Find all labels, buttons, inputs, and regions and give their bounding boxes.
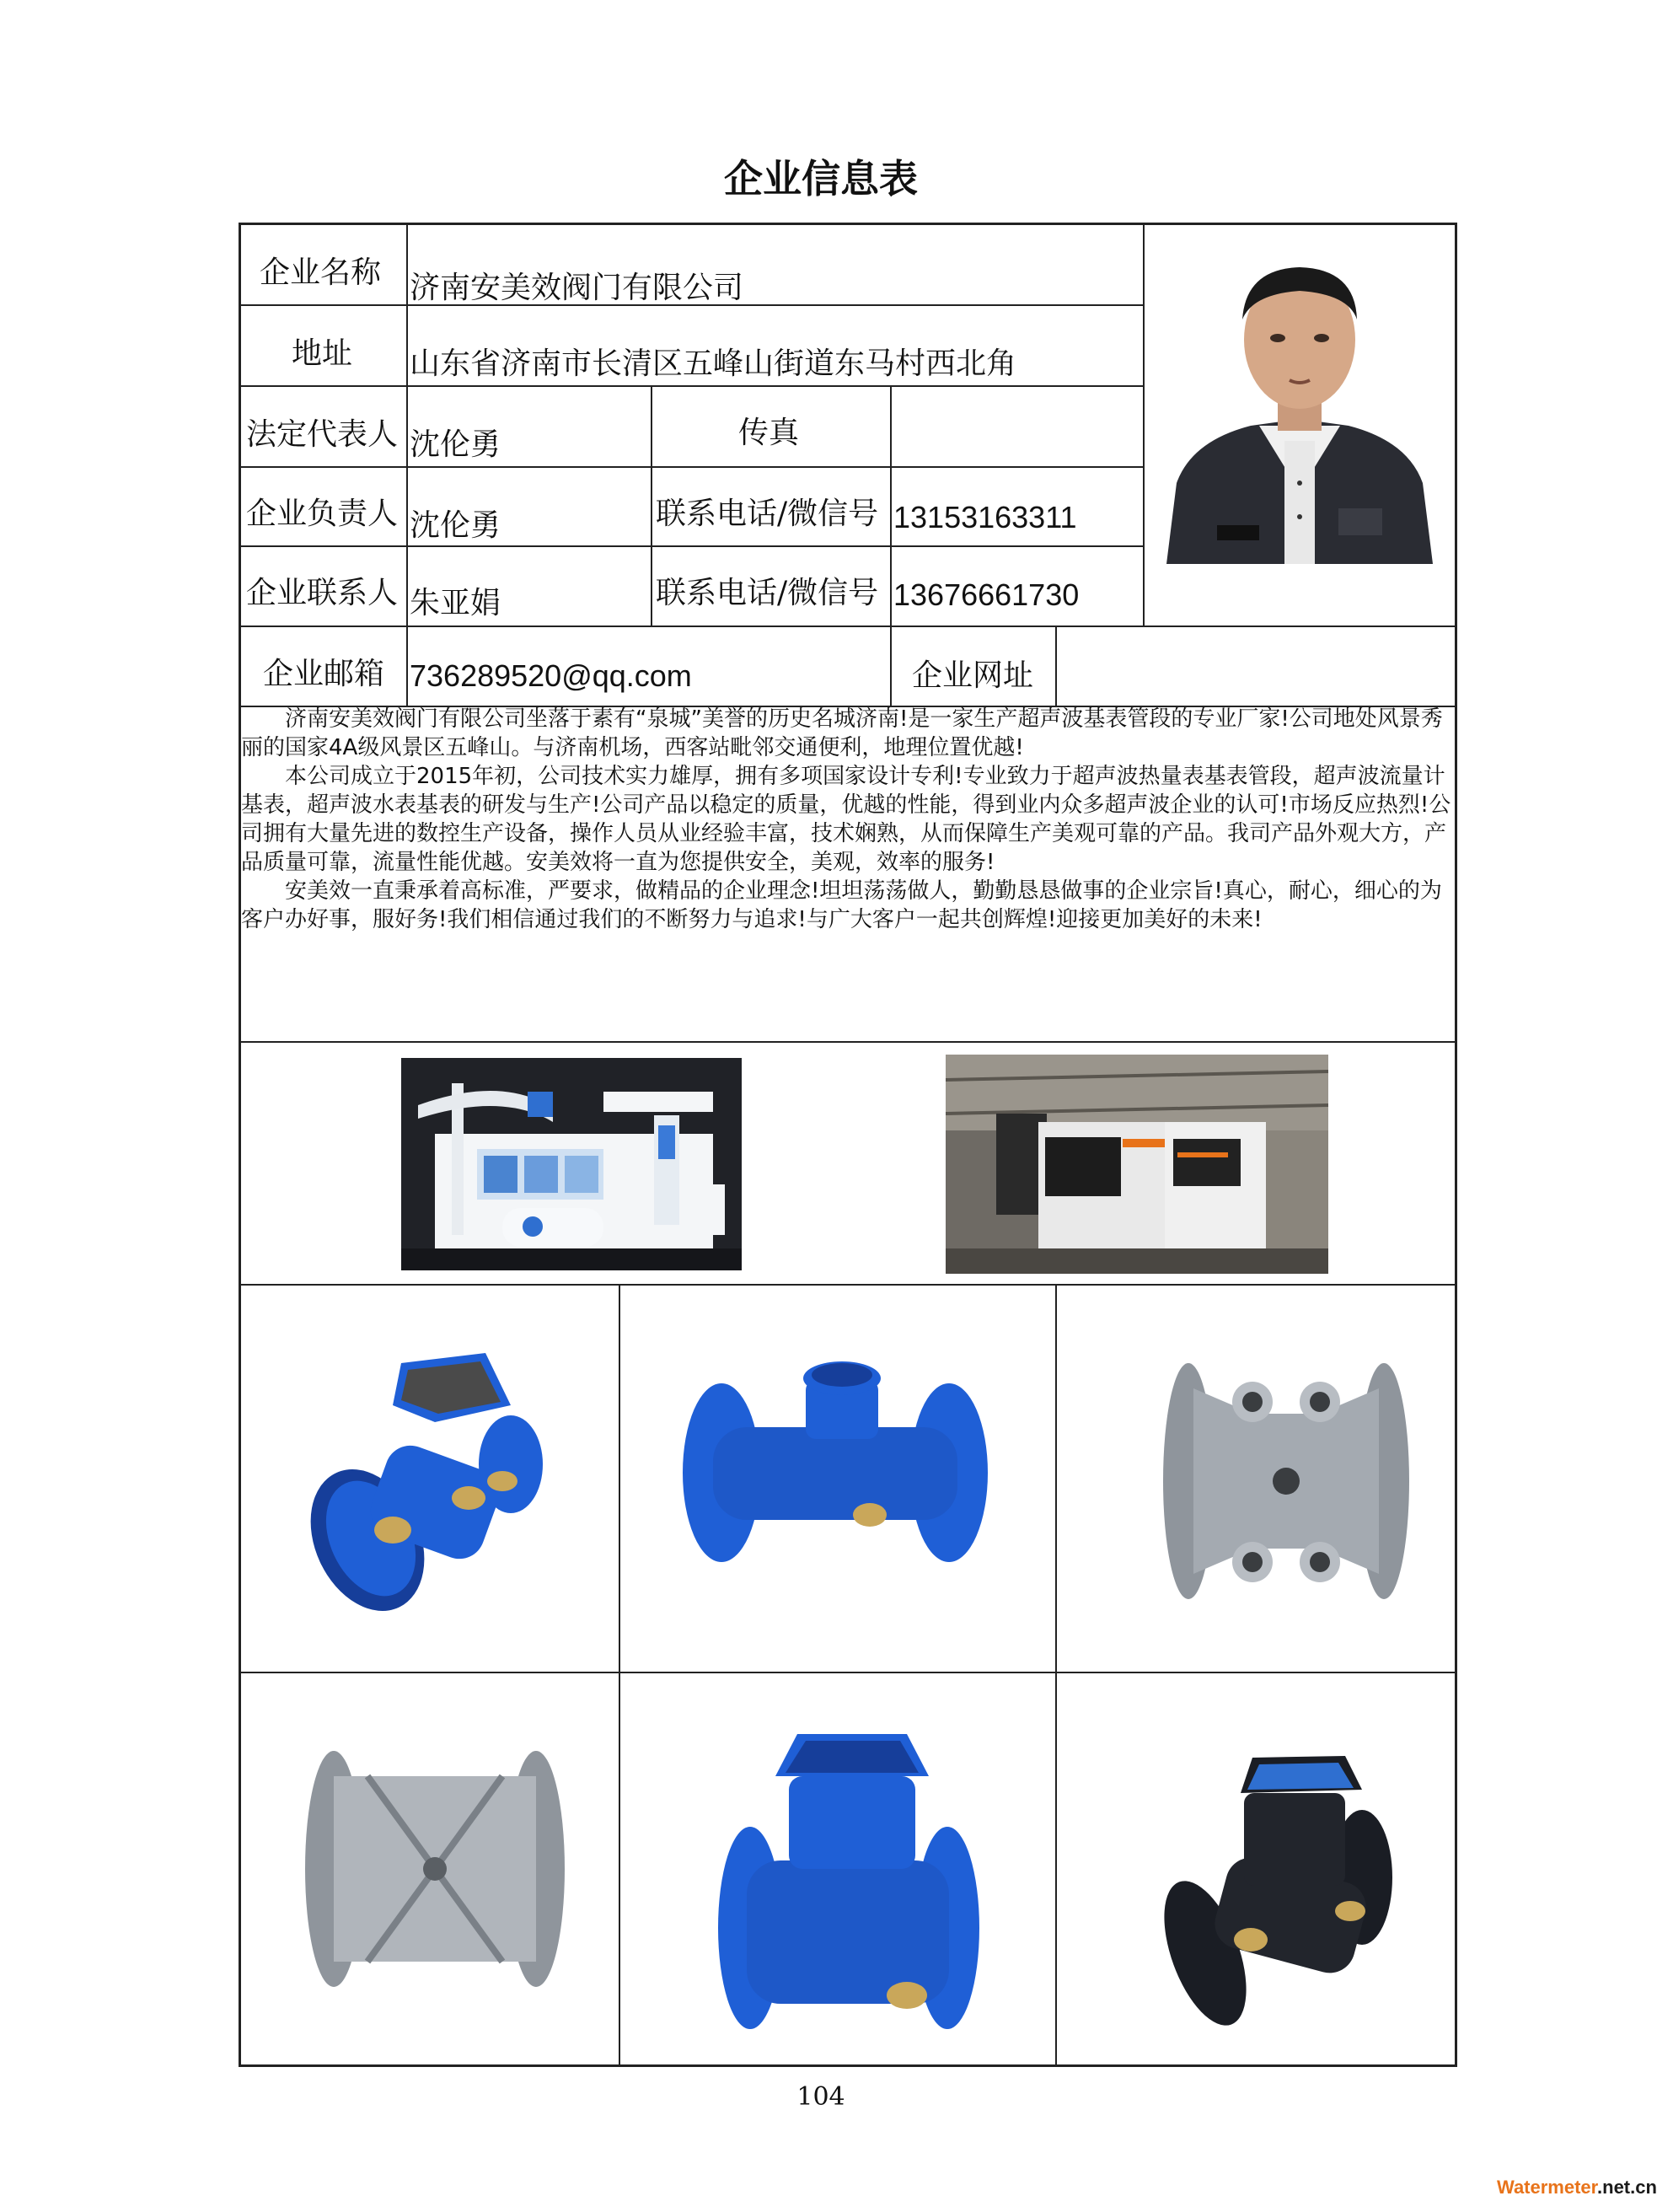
phone-label-1: 联系电话/微信号 <box>656 497 879 531</box>
company-introduction <box>241 705 1453 934</box>
watermark-part2: .net.cn <box>1597 2177 1657 2198</box>
manager-value: 沈伦勇 <box>410 508 501 543</box>
contact-label: 企业联系人 <box>246 576 399 610</box>
page-number: 104 <box>796 2082 845 2112</box>
manager-label: 企业负责人 <box>246 497 399 531</box>
product-photo-3 <box>1160 1321 1413 1633</box>
company-name-label: 企业名称 <box>260 255 382 290</box>
watermark-part1: Watermeter <box>1497 2177 1598 2198</box>
phone-value-2: 13676661730 <box>893 577 1080 612</box>
fax-label: 传真 <box>738 416 800 450</box>
address-value: 山东省济南市长清区五峰山街道东马村西北角 <box>410 346 1017 381</box>
intro-paragraph: 安美效一直秉承着高标准，严要求，做精品的企业理念!坦坦荡荡做人，勤勤恳恳做事的企业宗旨!真心，耐心，细心的为客户办好事，服好务!我们相信通过我们的不断努力与追求!与广大客户一起共创辉煌!迎接更加美好的未来! <box>241 878 1442 932</box>
owner-portrait <box>1158 239 1441 564</box>
page-title: 企业信息表 <box>724 156 918 201</box>
watermark <box>1497 2177 1657 2199</box>
intro-paragraph: 本公司成立于2015年初，公司技术实力雄厚，拥有多项国家设计专利!专业致力于超声波热量表基表管段，超声波流量计基表，超声波水表基表的研发与生产!公司产品以稳定的质量，优越的性能，得到业内众多超声波企业的认可!市场反应热烈!公司拥有大量先进的数控生产设备，操作人员从业经验丰富，技术娴熟，从而保障生产美观可靠的产品。我司产品外观大方，产品质量可靠，流量性能优越。安美效将一直为您提供安全，美观，效率的服务! <box>241 764 1451 875</box>
legal-rep-value: 沈伦勇 <box>410 427 501 462</box>
email-label: 企业邮箱 <box>263 657 385 691</box>
company-name-value: 济南安美效阀门有限公司 <box>410 271 744 305</box>
website-label: 企业网址 <box>912 658 1034 693</box>
intro-paragraph: 济南安美效阀门有限公司坐落于素有“泉城”美誉的历史名城济南!是一家生产超声波基表管段的专业厂家!公司地处风景秀丽的国家4A级风景区五峰山。与济南机场，西客站毗邻交通便利，地理位置优越! <box>241 706 1443 760</box>
legal-rep-label: 法定代表人 <box>246 417 399 452</box>
address-label: 地址 <box>292 336 353 371</box>
product-photo-6 <box>1160 1742 1404 2038</box>
workshop-photo <box>946 1055 1328 1274</box>
phone-value-1: 13153163311 <box>893 500 1077 534</box>
product-photo-4 <box>300 1717 570 2029</box>
info-sheet <box>239 223 1457 2067</box>
email-value: 736289520@qq.com <box>410 658 692 693</box>
contact-value: 朱亚娟 <box>410 586 501 620</box>
product-photo-1 <box>300 1329 570 1633</box>
product-photo-5 <box>713 1717 983 2038</box>
exhibition-booth-photo <box>401 1058 742 1270</box>
product-photo-2 <box>679 1346 991 1616</box>
phone-label-2: 联系电话/微信号 <box>656 576 879 610</box>
